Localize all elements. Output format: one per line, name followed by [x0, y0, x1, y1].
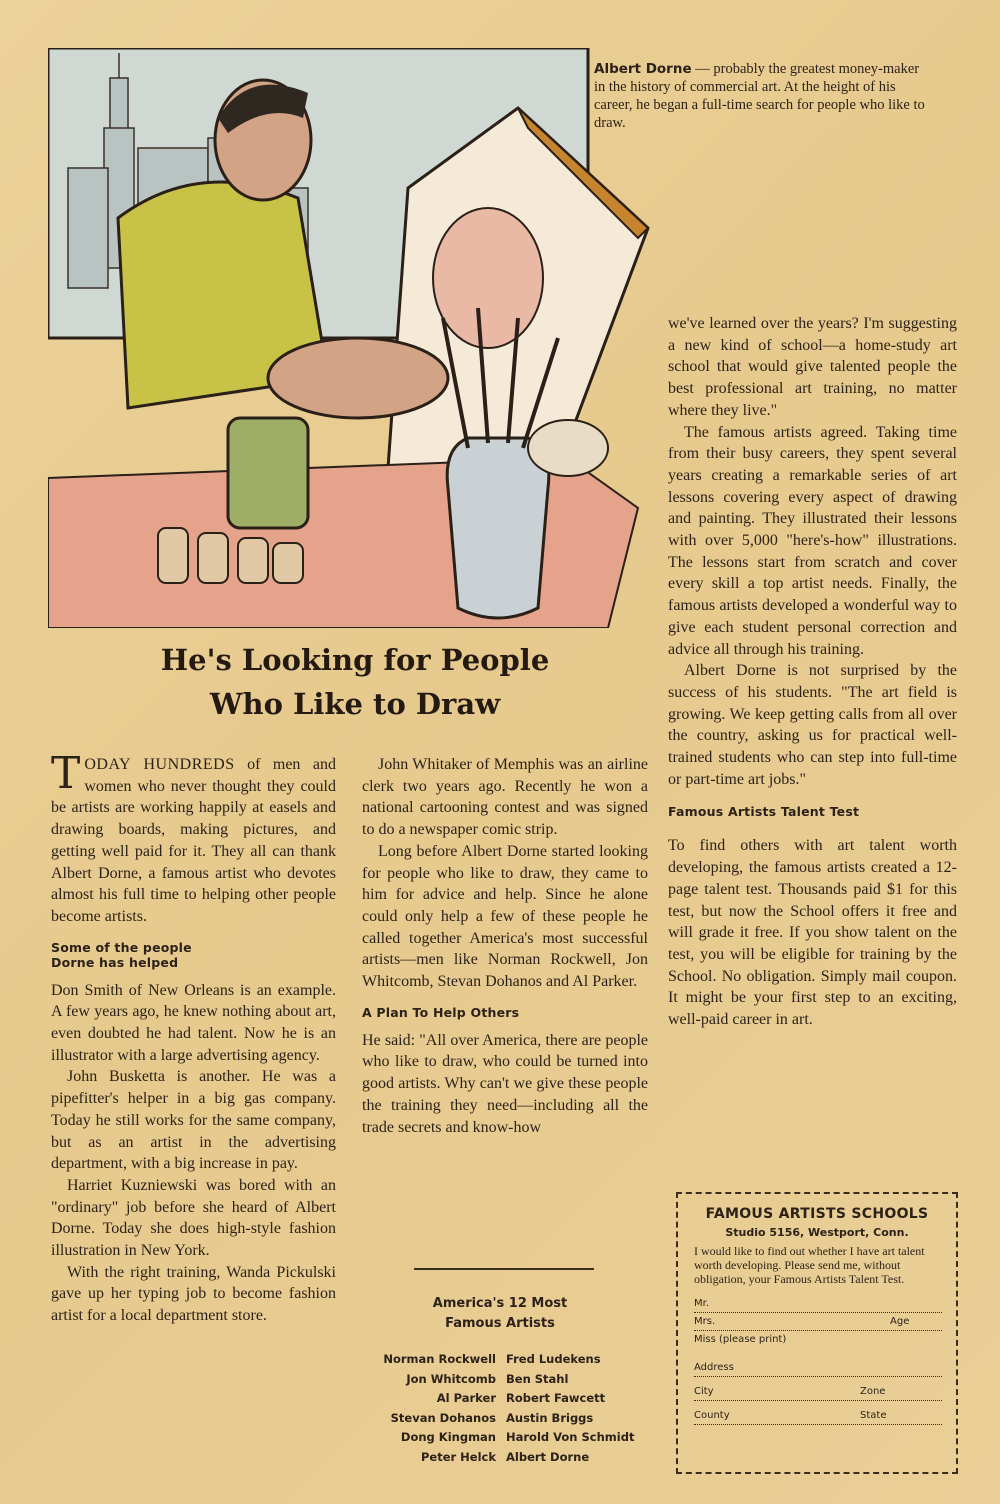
- headline-line-1: He's Looking for People: [160, 643, 550, 677]
- paragraph-harriet-kuzniewski: Harriet Kuzniewski was bored with an "ordinary" job before she heard of Albert Dorne. Today she does high-style fashion illustration in New York.: [51, 1176, 336, 1260]
- column-2: [362, 754, 648, 1138]
- artist-row: Jon Whitcomb Ben Stahl: [406, 1371, 569, 1386]
- brush-jar: [447, 438, 549, 618]
- field-age-label: Age: [890, 1316, 910, 1327]
- field-miss[interactable]: Miss (please print): [694, 1334, 787, 1345]
- column-1: [51, 748, 336, 1327]
- artist-row: Peter Helck Albert Dorne: [420, 1449, 590, 1464]
- divider-line: [414, 1268, 594, 1270]
- artist-row: Dong Kingman Harold Von Schmidt: [400, 1430, 635, 1444]
- paragraph-he-said: He said: "All over America, there are people who like to draw, who could be turned into good artists. Why can't we give these people the training they need—including all the trade secrets and know-how: [362, 1031, 648, 1136]
- coupon-body: I would like to find out whether I have art talent worth developing. Please send me, without obligation, your Famous Artists Talent Test.: [694, 1244, 925, 1286]
- column-3: [668, 313, 957, 1031]
- artists-list-title: America's 12 Most Famous Artists: [432, 1296, 568, 1331]
- field-county[interactable]: County State: [694, 1410, 956, 1428]
- intro-paragraph: [51, 748, 336, 928]
- artist-row: Stevan Dohanos Austin Briggs: [390, 1410, 594, 1425]
- section-heading-dorne-helped: Some of the people Dorne has helped: [51, 939, 192, 970]
- section-heading-plan: A Plan To Help Others: [362, 1004, 520, 1020]
- sketch-drawing: [433, 208, 543, 348]
- caption-text: — probably the greatest money-maker in the history of commercial art. At the height of his career, he began a full-time search for people who like to draw.: [594, 61, 925, 131]
- paragraph-don-smith: Don Smith of New Orleans is an example. A few years ago, he knew nothing about art, even doubted he had talent. Now he is an illustrator with a large advertising agency.: [51, 981, 336, 1064]
- coupon-studio: Studio 5156, Westport, Conn.: [725, 1226, 909, 1239]
- paragraph-talent-test: To find others with art talent worth developing, the famous artists created a 12-page talent test. Thousands paid $1 for this test, but now the School offers it free and will grade it free. If you show talent on the test, you will be eligible for training by the School. No obligation. Simply mail coupon. It might be your first step to an exciting, well-paid career in art.: [668, 837, 957, 1029]
- field-zone-label: Zone: [860, 1386, 886, 1397]
- coupon-title: FAMOUS ARTISTS SCHOOLS: [705, 1206, 929, 1222]
- drop-cap: T: [51, 748, 81, 799]
- paragraph-wanda-pickulski: With the right training, Wanda Pickulski gave up her typing job to become fashion artist for a local department store.: [51, 1263, 336, 1325]
- artist-row: Norman Rockwell Fred Ludekens: [383, 1352, 601, 1366]
- field-mr[interactable]: Mr.: [694, 1298, 956, 1316]
- paragraph-long-before: Long before Albert Dorne started looking for people who like to draw, they came to him for advice and help. Since he alone could only help a few of these people he called together America's most successful artists—men like Norman Rockwell, Jon Whitcomb, Stevan Dohanos and Al Parker.: [362, 842, 648, 991]
- field-address[interactable]: Address: [694, 1362, 956, 1380]
- paragraph-john-whitaker: John Whitaker of Memphis was an airline clerk two years ago. Recently he won a national cartooning contest and was signed to do a newspaper comic strip.: [362, 756, 648, 839]
- section-heading-talent-test: Famous Artists Talent Test: [668, 804, 860, 820]
- water-bowl: [528, 420, 608, 476]
- field-state-label: State: [860, 1410, 887, 1421]
- artist-hands: [268, 338, 448, 418]
- jar-green: [228, 418, 308, 528]
- artist-row: Al Parker Robert Fawcett: [436, 1391, 606, 1405]
- field-mrs[interactable]: Mrs. Age: [694, 1316, 956, 1334]
- paragraph-not-surprised: Albert Dorne is not surprised by the success of his students. "The art field is growing. We keep getting calls from all over the country, asking us for practical well-trained students who can step into full-time or part-time art jobs.": [668, 662, 957, 788]
- headline: [60, 638, 650, 726]
- intro-smallcaps: ODAY HUNDREDS: [84, 756, 235, 773]
- albert-dorne-illustration: [48, 48, 658, 628]
- artists-list: [356, 1350, 666, 1467]
- mail-coupon[interactable]: [676, 1192, 958, 1474]
- paragraph-artists-agreed: The famous artists agreed. Taking time from their busy careers, they spent several years creating a remarkable series of art lessons covering every aspect of drawing and painting. They illustrated their lessons with over 5,000 "here's-how" illustrations. The lessons start from scratch and cover every skill a top artist needs. Finally, the famous artists developed a wonderful way to give each student personal correction and advice all through his training.: [668, 423, 957, 658]
- headline-line-2: Who Like to Draw: [209, 687, 501, 721]
- caption-name: Albert Dorne: [594, 61, 692, 77]
- paragraph-john-busketta: John Busketta is another. He was a pipefitter's helper in a big gas company. Today he still works for the same company, but as an artist in the advertising department, with a big increase in pay.: [51, 1068, 336, 1173]
- intro-text: of men and women who never thought they could be artists are working happily at easels and drawing boards, making pictures, and getting well paid for it. They all can thank Albert Dorne, a famous artist who devotes almost his full time to helping other people become artists.: [51, 756, 336, 925]
- illustration-caption: [594, 60, 934, 132]
- field-city[interactable]: City Zone: [694, 1386, 956, 1404]
- paragraph-learned: we've learned over the years? I'm suggesting a new kind of school—a home-study art school that would give talented people the best professional art training, no matter where they live.": [668, 315, 957, 419]
